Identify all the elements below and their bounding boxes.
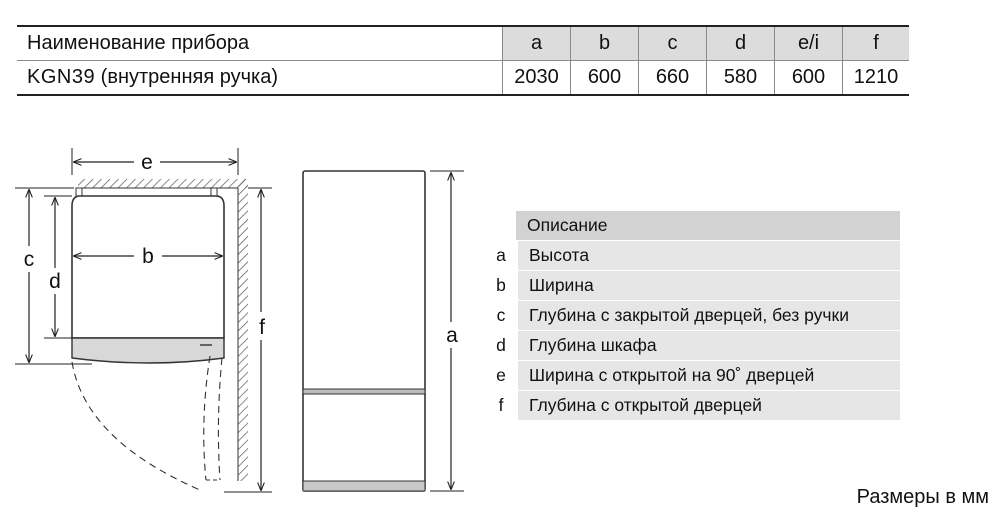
column-header-e-i: e/i <box>775 26 843 61</box>
door-swing-arc <box>72 362 200 490</box>
legend-row <box>486 390 900 420</box>
back-wall-hatch <box>78 179 248 188</box>
door-separator <box>303 389 425 394</box>
legend-key: d <box>486 331 516 360</box>
side-wall-hatch <box>238 179 248 481</box>
dim-label-d: d <box>49 270 61 293</box>
model-note: (внутренняя ручка) <box>100 66 278 88</box>
legend-text: Высота <box>516 241 900 270</box>
dim-label-a: a <box>446 324 458 347</box>
dim-label-c: c <box>23 248 35 271</box>
model-code: KGN39 <box>27 66 96 88</box>
legend-header: Описание <box>516 211 900 240</box>
legend-row <box>486 300 900 330</box>
table-row <box>17 61 909 96</box>
legend-key: c <box>486 301 516 330</box>
dimensions-table <box>17 25 909 96</box>
value-c: 660 <box>639 61 707 96</box>
value-e-i: 600 <box>775 61 843 96</box>
dim-label-f: f <box>259 316 265 339</box>
value-f: 1210 <box>843 61 910 96</box>
door-closed <box>72 338 224 363</box>
legend-text: Глубина с закрытой дверцей, без ручки <box>516 301 900 330</box>
dimension-drawing <box>0 140 480 517</box>
dimensions-table-header-row <box>17 26 909 61</box>
legend-text: Глубина шкафа <box>516 331 900 360</box>
column-header-f: f <box>843 26 910 61</box>
top-view <box>15 148 272 492</box>
column-header-b: b <box>571 26 639 61</box>
legend-row <box>486 240 900 270</box>
value-d: 580 <box>707 61 775 96</box>
legend-table <box>486 211 900 420</box>
legend-text: Ширина с открытой на 90˚ дверцей <box>516 361 900 390</box>
column-header-name: Наименование прибора <box>17 26 503 61</box>
legend-text: Ширина <box>516 271 900 300</box>
model-cell <box>17 61 503 96</box>
column-header-d: d <box>707 26 775 61</box>
spacer-right <box>211 188 217 196</box>
dim-label-e: e <box>141 151 153 174</box>
legend-row <box>486 330 900 360</box>
front-view <box>303 171 464 491</box>
door-open-outer <box>204 356 210 480</box>
legend-row <box>486 360 900 390</box>
column-header-a: a <box>503 26 571 61</box>
legend-key: f <box>486 391 516 420</box>
legend-key: b <box>486 271 516 300</box>
value-a: 2030 <box>503 61 571 96</box>
legend-text: Глубина с открытой дверцей <box>516 391 900 420</box>
legend-row <box>486 270 900 300</box>
legend-key: a <box>486 241 516 270</box>
plinth <box>303 481 425 491</box>
units-note: Размеры в мм <box>856 486 989 508</box>
legend-key: e <box>486 361 516 390</box>
spacer-left <box>76 188 82 196</box>
column-header-c: c <box>639 26 707 61</box>
fridge-body <box>303 171 425 491</box>
door-open-inner <box>218 358 222 480</box>
value-b: 600 <box>571 61 639 96</box>
dim-label-b: b <box>142 245 154 268</box>
